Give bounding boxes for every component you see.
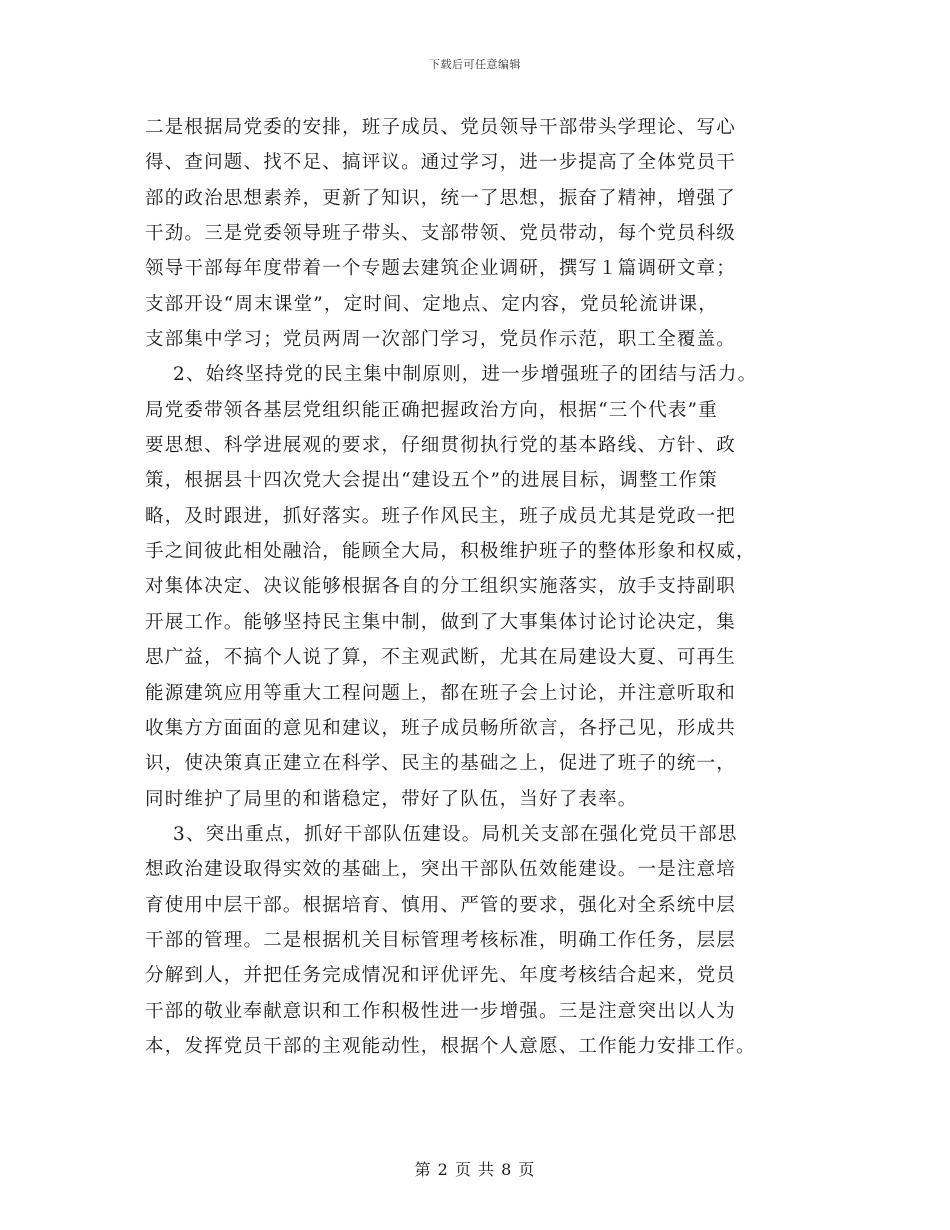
text-line: 部的政治思想素养，更新了知识，统一了思想，振奋了精神，增强了 — [145, 187, 737, 209]
text-line: 支部集中学习；党员两周一次部门学习，党员作示范，职工全覆盖。 — [145, 329, 737, 351]
text-line: 领导干部每年度带着一个专题去建筑企业调研，撰写１篇调研文章； — [145, 258, 737, 280]
page-header: 下载后可任意编辑 — [429, 58, 521, 71]
page-number: 第 2 页 共 8 页 — [414, 1160, 536, 1179]
text-line: 策，根据县十四次党大会提出“建设五个”的进展目标，调整工作策 — [145, 470, 718, 492]
text-line: 对集体决定、决议能够根据各自的分工组织实施落实，放手支持副职 — [145, 576, 737, 598]
text-line: 识，使决策真正建立在科学、民主的基础之上，促进了班子的统一， — [145, 753, 737, 775]
text-line: 想政治建设取得实效的基础上，突出干部队伍效能建设。一是注意培 — [145, 859, 737, 881]
text-line: 局党委带领各基层党组织能正确把握政治方向，根据“三个代表”重 — [145, 399, 718, 421]
text-line: 干劲。三是党委领导班子带头、支部带领、党员带动，每个党员科级 — [145, 223, 737, 245]
text-line: 二是根据局党委的安排，班子成员、党员领导干部带头学理论、写心 — [145, 117, 737, 138]
text-line: 3、突出重点，抓好干部队伍建设。局机关支部在强化党员干部思 — [173, 823, 738, 845]
text-line: 干部的敬业奉献意识和工作积极性进一步增强。三是注意突出以人为 — [145, 1000, 737, 1022]
text-line: 同时维护了局里的和谐稳定，带好了队伍，当好了表率。 — [145, 788, 638, 810]
text-line: 开展工作。能够坚持民主集中制，做到了大事集体讨论讨论决定，集 — [145, 611, 737, 633]
text-line: 干部的管理。二是根据机关目标管理考核标准，明确工作任务，层层 — [145, 929, 737, 951]
text-line: 支部开设“周末课堂”，定时间、定地点、定内容，党员轮流讲课， — [145, 293, 718, 315]
text-line: 分解到人，并把任务完成情况和评优评先、年度考核结合起来，党员 — [145, 965, 737, 987]
text-line: 收集方方面面的意见和建议，班子成员畅所欲言，各抒己见，形成共 — [145, 717, 737, 739]
text-line: 2、始终坚持党的民主集中制原则，进一步增强班子的团结与活力。 — [173, 364, 758, 386]
text-line: 育使用中层干部。根据培育、慎用、严管的要求，强化对全系统中层 — [145, 894, 737, 916]
text-line: 略，及时跟进，抓好落实。班子作风民主，班子成员尤其是党政一把 — [145, 505, 737, 527]
text-line: 本，发挥党员干部的主观能动性，根据个人意愿、工作能力安排工作。 — [145, 1035, 756, 1057]
text-line: 手之间彼此相处融洽，能顾全大局，积极维护班子的整体形象和权威， — [145, 541, 756, 563]
text-line: 能源建筑应用等重大工程问题上，都在班子会上讨论，并注意听取和 — [145, 682, 737, 704]
text-line: 思广益，不搞个人说了算，不主观武断，尤其在局建设大夏、可再生 — [145, 647, 737, 669]
text-line: 要思想、科学进展观的要求，仔细贯彻执行党的基本路线、方针、政 — [145, 435, 737, 457]
text-line: 得、查问题、找不足、搞评议。通过学习，进一步提高了全体党员干 — [145, 152, 737, 174]
document-body — [145, 110, 815, 1064]
